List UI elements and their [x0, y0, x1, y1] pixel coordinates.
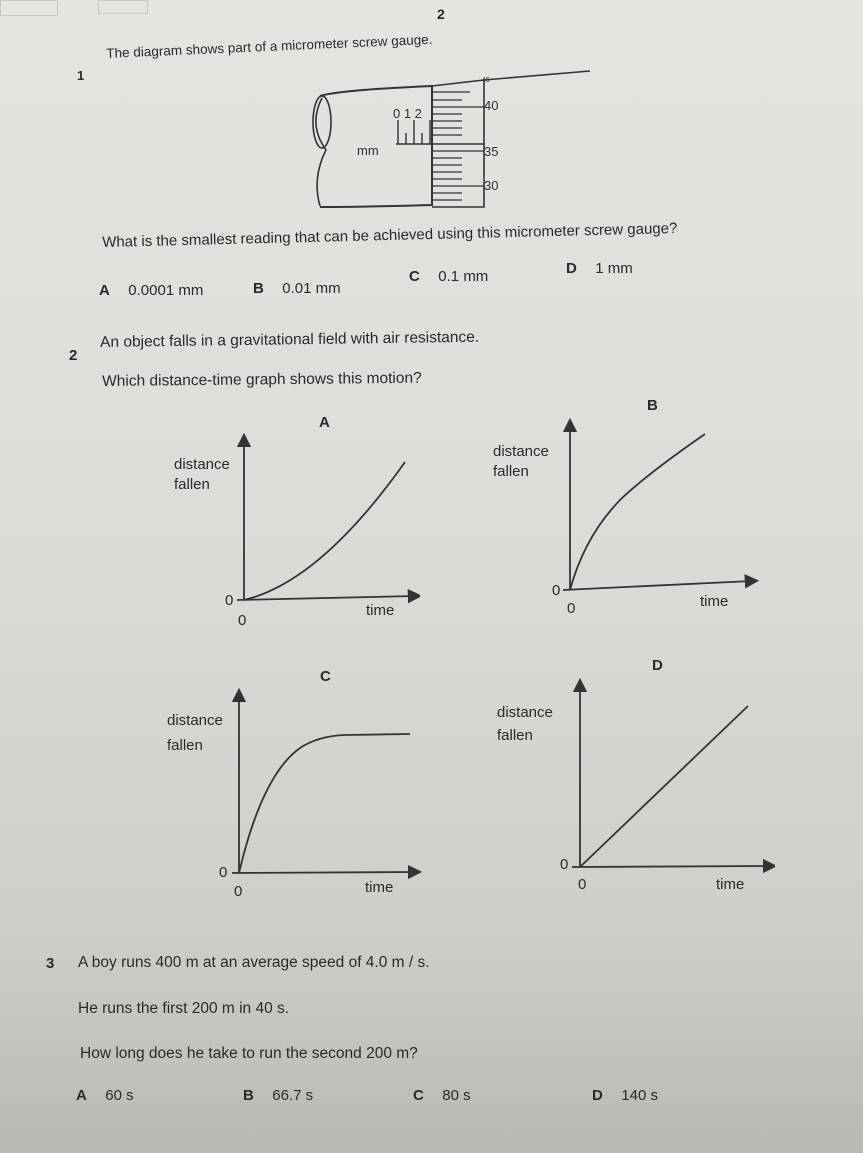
q1-option-b[interactable] [253, 280, 341, 298]
graph-b [555, 415, 765, 595]
thimble-top-mark: 45 [482, 77, 490, 84]
graph-c [225, 685, 425, 880]
q3-option-a-text: 60 s [105, 1087, 134, 1104]
graph-c-x-axis [232, 872, 415, 873]
graph-a-letter: A [319, 414, 330, 431]
graph-d-xlabel: time [716, 876, 745, 893]
graph-a-origin-x: 0 [238, 612, 247, 629]
q3-line2: He runs the first 200 m in 40 s. [78, 1000, 290, 1017]
graph-a-origin-y: 0 [225, 592, 234, 609]
graph-a-ylabel-2: fallen [174, 476, 210, 493]
graph-d-x-axis [572, 866, 770, 867]
q1-option-a-letter: A [99, 282, 110, 299]
graph-c-ylabel-2: fallen [167, 737, 203, 754]
thimble-scale [432, 92, 484, 200]
graph-d-ylabel-1: distance [497, 704, 553, 721]
graph-c-origin-x: 0 [234, 883, 243, 900]
graph-d-origin-x: 0 [578, 876, 587, 893]
thimble-mark-30: 30 [484, 178, 499, 193]
thimble-mark-40: 40 [484, 98, 499, 113]
graph-a-xlabel: time [366, 602, 395, 619]
micrometer-diagram [300, 60, 600, 220]
graph-c-letter: C [320, 668, 331, 685]
q3-option-c-text: 80 s [442, 1087, 471, 1104]
graph-b-xlabel: time [700, 593, 729, 610]
q3-option-b[interactable] [243, 1087, 313, 1105]
sleeve-scale [398, 120, 430, 144]
q3-option-a-letter: A [76, 1087, 87, 1104]
graph-b-curve [570, 434, 705, 590]
q1-option-b-letter: B [253, 280, 264, 297]
graph-a-curve [244, 462, 405, 600]
page-number: 2 [437, 6, 445, 22]
graph-d-letter: D [652, 657, 663, 674]
q1-option-b-text: 0.01 mm [282, 280, 341, 297]
q3-number: 3 [46, 955, 55, 972]
q1-option-d[interactable] [566, 260, 633, 278]
bleed-mark-left [0, 0, 58, 16]
q1-intro: The diagram shows part of a micrometer screw gauge. [106, 31, 433, 61]
graph-d-line [580, 706, 748, 867]
sleeve-numbers: 0 1 2 [393, 106, 422, 121]
q1-option-a[interactable] [99, 282, 203, 300]
q2-number: 2 [69, 347, 78, 364]
q2-question: Which distance-time graph shows this motion? [102, 369, 422, 390]
graph-b-ylabel-1: distance [493, 443, 549, 460]
q1-number: 1 [77, 68, 85, 83]
q1-option-c-letter: C [409, 268, 420, 285]
q1-option-a-text: 0.0001 mm [128, 282, 204, 299]
q3-option-b-letter: B [243, 1087, 254, 1104]
graph-d-ylabel-2: fallen [497, 727, 533, 744]
q3-option-b-text: 66.7 s [272, 1087, 314, 1104]
q1-option-d-letter: D [566, 260, 577, 277]
q1-option-c[interactable] [409, 268, 488, 286]
q3-line1: A boy runs 400 m at an average speed of 4.0 m / s. [78, 954, 430, 971]
graph-a [230, 430, 420, 610]
sleeve-unit: mm [357, 143, 379, 158]
graph-b-letter: B [647, 397, 658, 414]
graph-c-curve [239, 734, 410, 873]
graph-c-origin-y: 0 [219, 864, 228, 881]
bleed-mark-mid [98, 0, 148, 14]
graph-c-xlabel: time [365, 879, 394, 896]
micrometer-barrel-end [316, 98, 326, 206]
graph-b-x-axis [563, 581, 752, 590]
graph-b-ylabel-2: fallen [493, 463, 529, 480]
q3-option-c[interactable] [413, 1087, 471, 1105]
q3-option-d[interactable] [592, 1087, 658, 1105]
graph-a-ylabel-1: distance [174, 456, 230, 473]
q2-intro: An object falls in a gravitational field with air resistance. [100, 328, 480, 351]
thimble-mark-35: 35 [484, 144, 499, 159]
q3-option-c-letter: C [413, 1087, 424, 1104]
graph-c-ylabel-1: distance [167, 712, 223, 729]
graph-b-origin-x: 0 [567, 600, 576, 617]
q3-option-d-letter: D [592, 1087, 603, 1104]
q1-option-c-text: 0.1 mm [438, 268, 489, 285]
q3-option-a[interactable] [76, 1087, 134, 1105]
q3-option-d-text: 140 s [621, 1087, 658, 1104]
graph-d-origin-y: 0 [560, 856, 569, 873]
q1-question: What is the smallest reading that can be achieved using this micrometer screw gauge? [102, 219, 678, 251]
graph-d [565, 675, 775, 875]
q1-option-d-text: 1 mm [595, 260, 633, 277]
graph-b-origin-y: 0 [552, 582, 561, 599]
q3-question: How long does he take to run the second 200 m? [80, 1045, 418, 1062]
graph-a-x-axis [237, 596, 415, 600]
